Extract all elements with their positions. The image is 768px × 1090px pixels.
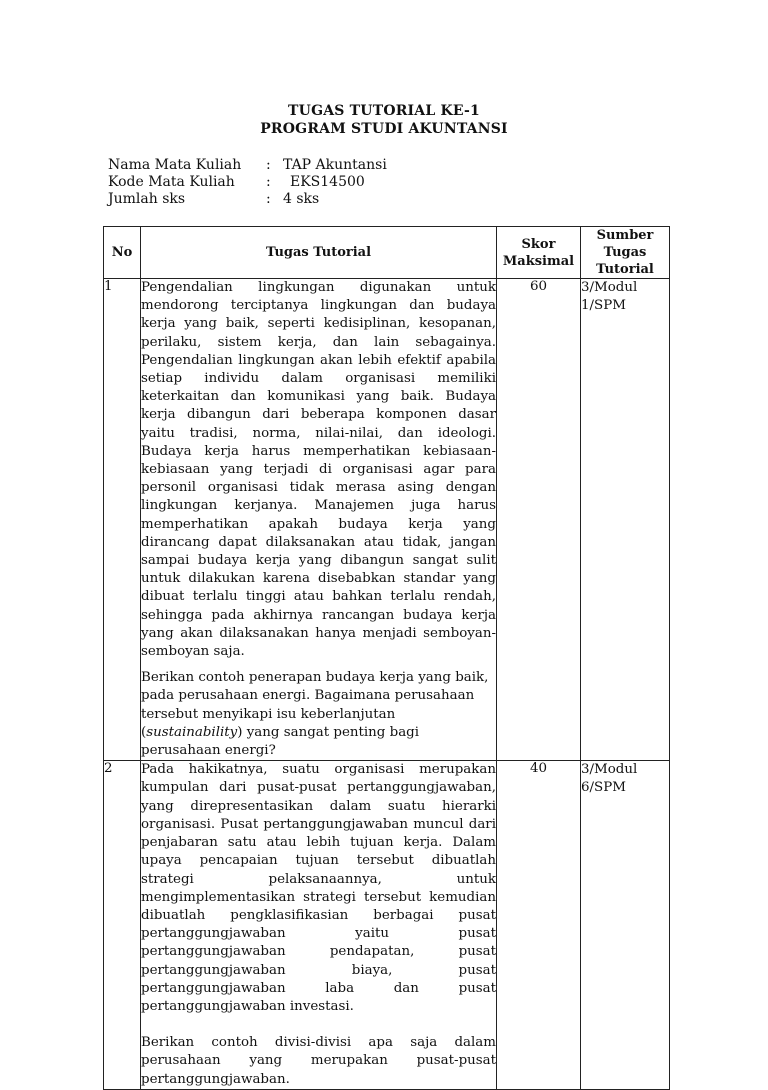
row-number: 2 bbox=[104, 761, 141, 1089]
task-source-line1: 3/Modul bbox=[581, 762, 638, 778]
document-title: TUGAS TUTORIAL KE-1 bbox=[288, 103, 480, 119]
header-tugas: Tugas Tutorial bbox=[141, 227, 497, 279]
task-source-line2: 6/SPM bbox=[581, 780, 626, 796]
max-score: 40 bbox=[497, 761, 581, 1089]
credits-label: Jumlah sks bbox=[108, 191, 186, 207]
course-name-colon: : bbox=[266, 157, 271, 173]
task-question-part-a: Berikan contoh penerapan budaya kerja yang baik, pada perusahaan energi. Bagaimana perusahaan tersebut menyikapi isu keberlanjutan ( bbox=[141, 670, 489, 740]
header-sumber bbox=[581, 227, 670, 279]
table-header-row bbox=[104, 227, 670, 279]
course-code-value: EKS14500 bbox=[290, 174, 365, 190]
task-question-part-b: ) yang sangat penting bagi perusahaan energi? bbox=[141, 724, 420, 759]
table-row bbox=[104, 761, 670, 1089]
task-source-line1: 3/Modul bbox=[581, 280, 638, 295]
credits-value: 4 sks bbox=[283, 191, 320, 207]
task-description: Pada hakikatnya, suatu organisasi merupakan kumpulan dari pusat-pusat pertanggungjawaban, yang direpresentasikan dalam suatu hierarki organisasi. Pusat pertanggungjawaban muncul dari penjabaran satu atau lebih tujuan kerja. Dalam upaya pencapaian tujuan tersebut dibuatlah strategi pelaksanaannya, untuk mengimplementasikan strategi tersebut kemudian dibuatlah pengklasifikasian berbagai pusat pertanggungjawaban yaitu pusat pertanggungjawaban pendapatan, pusat pertanggungjawaban biaya, pusat pertanggungjawaban laba dan pusat pertanggungjawaban investasi. bbox=[141, 762, 496, 1014]
tutorial-table bbox=[103, 226, 670, 1090]
credits-colon: : bbox=[266, 191, 271, 207]
task-source bbox=[581, 761, 670, 1089]
document-subtitle: PROGRAM STUDI AKUNTANSI bbox=[260, 121, 508, 137]
header-no: No bbox=[104, 227, 141, 279]
header-sumber-line2: Tugas bbox=[603, 245, 647, 260]
task-description: Pengendalian lingkungan digunakan untuk mendorong terciptanya lingkungan dan budaya kerja yang baik, seperti kedisiplinan, kesopanan, perilaku, sistem kerja, dan lain sebagainya. Pengendalian lingkungan akan lebih efektif apabila setiap individu dalam organisasi memiliki keterkaitan dan komunikasi yang baik. Budaya kerja dibangun dari beberapa komponen dasar yaitu tradisi, norma, nilai-nilai, dan ideologi. Budaya kerja harus memperhatikan kebiasaan-kebiasaan yang terjadi di organisasi agar para personil organisasi tidak merasa asing dengan lingkungan kerjanya. Manajemen juga harus memperhatikan apakah budaya kerja yang dirancang dapat dilaksanakan atau tidak, jangan sampai budaya kerja yang dibangun sangat sulit untuk dilakukan karena disebabkan standar yang dibuat terlalu tinggi atau bahkan terlalu rendah, sehingga pada akhirnya rancangan budaya kerja yang akan dilaksanakan hanya menjadi semboyan-semboyan saja. bbox=[141, 280, 496, 660]
task-source bbox=[581, 279, 670, 761]
course-code-colon: : bbox=[266, 174, 271, 190]
header-skor-line1: Skor bbox=[521, 236, 556, 252]
task-question: Berikan contoh divisi-divisi apa saja dalam perusahaan yang merupakan pusat-pusat pertanggungjawaban. bbox=[141, 1035, 496, 1087]
task-source-line2: 1/SPM bbox=[581, 298, 626, 314]
course-code-label: Kode Mata Kuliah bbox=[108, 174, 235, 190]
task-question-italic: sustainability bbox=[146, 724, 238, 740]
header-sumber-line1: Sumber bbox=[596, 228, 654, 243]
header-skor-line2: Maksimal bbox=[502, 253, 575, 269]
header-sumber-line3: Tutorial bbox=[596, 262, 654, 277]
course-name-value: TAP Akuntansi bbox=[283, 157, 387, 173]
task-question bbox=[141, 669, 496, 760]
task-cell bbox=[141, 761, 497, 1089]
table-row bbox=[104, 279, 670, 761]
max-score: 60 bbox=[497, 279, 581, 761]
row-number: 1 bbox=[104, 279, 141, 761]
task-cell bbox=[141, 279, 497, 761]
header-skor bbox=[497, 227, 581, 279]
course-name-label: Nama Mata Kuliah bbox=[108, 157, 242, 173]
